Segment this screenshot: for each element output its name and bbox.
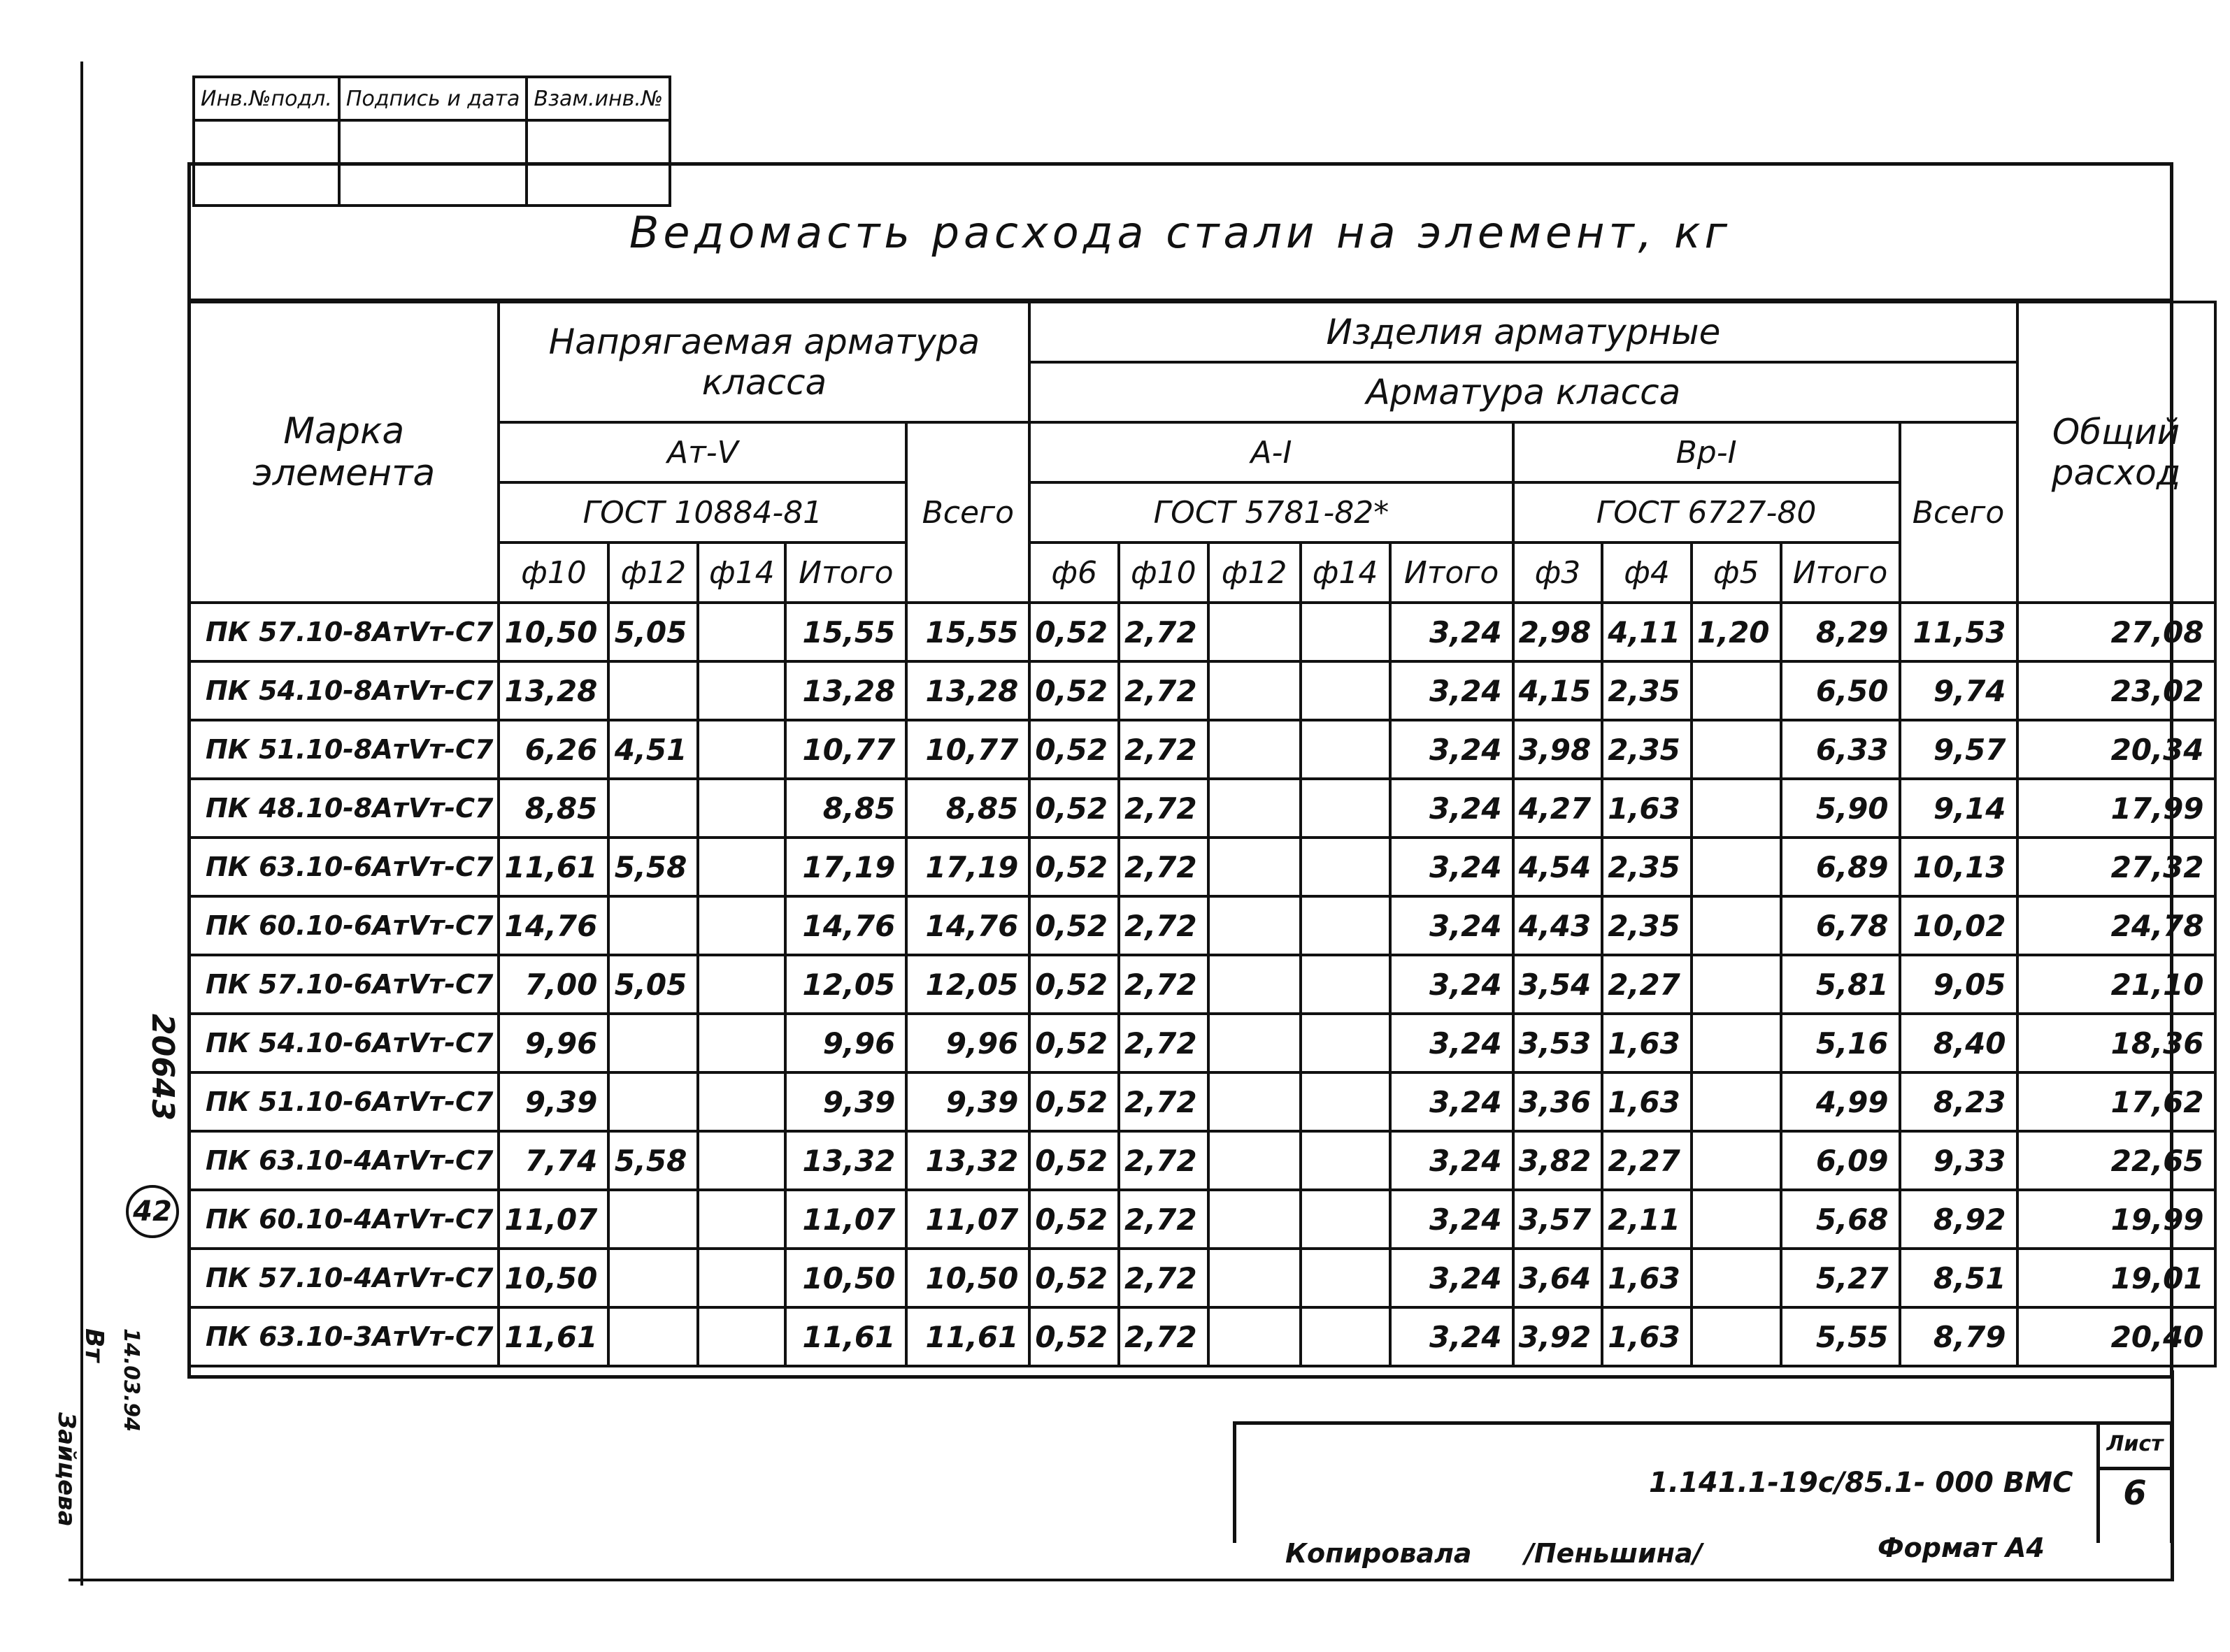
- cell-value: 19,01: [2017, 1249, 2215, 1307]
- cell-value: 9,57: [1900, 720, 2017, 779]
- cell-value: 1,63: [1602, 779, 1692, 838]
- cell-value: 6,50: [1781, 661, 1900, 720]
- header-d4: ф4: [1602, 543, 1692, 603]
- cell-value: [1301, 1072, 1390, 1131]
- header-prestressed: Напрягаемая арматура класса: [499, 302, 1029, 422]
- cell-value: 13,28: [499, 661, 608, 720]
- cell-value: 2,35: [1602, 896, 1692, 955]
- cell-value: [608, 896, 698, 955]
- cell-value: [698, 1014, 785, 1072]
- steel-consumption-table: [187, 301, 2217, 1367]
- cell-value: 8,85: [906, 779, 1029, 838]
- cell-value: 0,52: [1029, 1307, 1119, 1366]
- cell-value: 5,81: [1781, 955, 1900, 1014]
- header-vr1: Вр-Ⅰ: [1513, 422, 1900, 482]
- cell-value: [698, 1307, 785, 1366]
- cell-value: 13,28: [785, 661, 906, 720]
- cell-value: 8,51: [1900, 1249, 2017, 1307]
- cell-value: 6,89: [1781, 838, 1900, 896]
- sheet-label: Лист: [2100, 1425, 2170, 1470]
- cell-element-mark: ПК 60.10-4АтⅤт-С7: [189, 1190, 499, 1249]
- cell-value: [698, 720, 785, 779]
- header-itogo-1: Итого: [785, 543, 906, 603]
- cell-value: 5,05: [608, 603, 698, 661]
- cell-value: 20,40: [2017, 1307, 2215, 1366]
- cell-value: 8,85: [785, 779, 906, 838]
- cell-value: 9,96: [499, 1014, 608, 1072]
- cell-element-mark: ПК 60.10-6АтⅤт-С7: [189, 896, 499, 955]
- cell-value: 0,52: [1029, 1072, 1119, 1131]
- cell-element-mark: ПК 51.10-8АтⅤт-С7: [189, 720, 499, 779]
- cell-element-mark: ПК 54.10-6АтⅤт-С7: [189, 1014, 499, 1072]
- cell-value: [1301, 1190, 1390, 1249]
- cell-element-mark: ПК 51.10-6АтⅤт-С7: [189, 1072, 499, 1131]
- signature-mark: Вт: [80, 1328, 108, 1363]
- table-row: [189, 1014, 2215, 1072]
- cell-value: 8,79: [1900, 1307, 2017, 1366]
- cell-value: [1301, 838, 1390, 896]
- cell-value: 11,07: [499, 1190, 608, 1249]
- cell-value: 4,99: [1781, 1072, 1900, 1131]
- cell-value: 3,24: [1390, 1014, 1513, 1072]
- cell-value: 3,24: [1390, 1307, 1513, 1366]
- cell-value: 4,43: [1513, 896, 1603, 955]
- cell-value: 8,23: [1900, 1072, 2017, 1131]
- cell-value: 12,05: [906, 955, 1029, 1014]
- cell-value: 4,15: [1513, 661, 1603, 720]
- cell-value: 23,02: [2017, 661, 2215, 720]
- cell-value: 2,35: [1602, 838, 1692, 896]
- cell-value: 27,32: [2017, 838, 2215, 896]
- signature-name: Зайцева: [52, 1412, 80, 1527]
- title-block: [1233, 1421, 2173, 1543]
- cell-value: 8,29: [1781, 603, 1900, 661]
- header-gost-6727: ГОСТ 6727-80: [1513, 482, 1900, 543]
- cell-value: [1208, 779, 1301, 838]
- cell-value: 10,02: [1900, 896, 2017, 955]
- cell-value: [1301, 896, 1390, 955]
- table-row: [189, 1249, 2215, 1307]
- cell-value: [1692, 720, 1781, 779]
- cell-value: 3,24: [1390, 661, 1513, 720]
- cell-value: 0,52: [1029, 779, 1119, 838]
- cell-value: 11,61: [785, 1307, 906, 1366]
- cell-value: 1,63: [1602, 1249, 1692, 1307]
- cell-value: 3,57: [1513, 1190, 1603, 1249]
- cell-value: [1208, 1307, 1301, 1366]
- cell-value: 2,72: [1119, 1190, 1208, 1249]
- table-row: [189, 838, 2215, 896]
- cell-value: 2,35: [1602, 661, 1692, 720]
- cell-value: [698, 1190, 785, 1249]
- header-d12: ф12: [608, 543, 698, 603]
- cell-value: 17,62: [2017, 1072, 2215, 1131]
- table-row: [189, 1307, 2215, 1366]
- cell-value: 5,68: [1781, 1190, 1900, 1249]
- cell-value: [608, 1014, 698, 1072]
- cell-value: 0,52: [1029, 603, 1119, 661]
- stamp-replace-label: Взам.инв.№: [527, 77, 670, 120]
- cell-value: 10,50: [499, 603, 608, 661]
- cell-value: 0,52: [1029, 955, 1119, 1014]
- cell-value: [1301, 955, 1390, 1014]
- cell-value: [1208, 1131, 1301, 1190]
- cell-value: [1301, 1014, 1390, 1072]
- cell-element-mark: ПК 48.10-8АтⅤт-С7: [189, 779, 499, 838]
- sheet-box: [2096, 1425, 2170, 1543]
- cell-value: [1208, 896, 1301, 955]
- table-row: [189, 720, 2215, 779]
- cell-value: 5,55: [1781, 1307, 1900, 1366]
- margin-line-bottom: [69, 1579, 2173, 1581]
- cell-value: [1692, 896, 1781, 955]
- cell-value: 9,39: [785, 1072, 906, 1131]
- cell-value: 19,99: [2017, 1190, 2215, 1249]
- cell-value: 4,11: [1602, 603, 1692, 661]
- cell-value: 0,52: [1029, 1014, 1119, 1072]
- cell-value: 2,72: [1119, 1014, 1208, 1072]
- cell-value: 2,72: [1119, 896, 1208, 955]
- cell-value: 3,98: [1513, 720, 1603, 779]
- cell-value: 9,05: [1900, 955, 2017, 1014]
- cell-value: 0,52: [1029, 661, 1119, 720]
- cell-value: [1208, 838, 1301, 896]
- header-gost-5781: ГОСТ 5781-82*: [1029, 482, 1513, 543]
- cell-value: 3,24: [1390, 779, 1513, 838]
- cell-value: 8,40: [1900, 1014, 2017, 1072]
- sheet-number: 6: [2123, 1474, 2147, 1513]
- cell-value: [1301, 1131, 1390, 1190]
- cell-value: 5,27: [1781, 1249, 1900, 1307]
- cell-value: 18,36: [2017, 1014, 2215, 1072]
- table-row: [189, 779, 2215, 838]
- cell-value: 6,09: [1781, 1131, 1900, 1190]
- cell-value: 3,24: [1390, 896, 1513, 955]
- header-total-products: Всего: [1900, 422, 2017, 603]
- cell-value: 5,58: [608, 1131, 698, 1190]
- cell-value: 14,76: [785, 896, 906, 955]
- cell-value: 2,72: [1119, 1249, 1208, 1307]
- table-row: [189, 1190, 2215, 1249]
- cell-value: 3,53: [1513, 1014, 1603, 1072]
- cell-value: [608, 1307, 698, 1366]
- signature-date: 14.03.94: [119, 1328, 143, 1432]
- cell-value: 11,61: [499, 838, 608, 896]
- cell-value: [1301, 603, 1390, 661]
- cell-value: 3,36: [1513, 1072, 1603, 1131]
- cell-value: [1208, 955, 1301, 1014]
- cell-value: 4,27: [1513, 779, 1603, 838]
- cell-value: 0,52: [1029, 1190, 1119, 1249]
- cell-value: 1,63: [1602, 1072, 1692, 1131]
- cell-value: [698, 603, 785, 661]
- cell-value: [1692, 1249, 1781, 1307]
- cell-value: 7,74: [499, 1131, 608, 1190]
- header-products: Изделия арматурные: [1029, 302, 2017, 362]
- cell-value: 5,16: [1781, 1014, 1900, 1072]
- cell-value: 1,63: [1602, 1307, 1692, 1366]
- cell-value: 17,19: [906, 838, 1029, 896]
- cell-value: [1208, 1190, 1301, 1249]
- cell-value: 3,24: [1390, 955, 1513, 1014]
- cell-value: 9,74: [1900, 661, 2017, 720]
- header-d5: ф5: [1692, 543, 1781, 603]
- table-row: [189, 1072, 2215, 1131]
- cell-value: 3,24: [1390, 838, 1513, 896]
- cell-value: 24,78: [2017, 896, 2215, 955]
- cell-value: [1208, 720, 1301, 779]
- cell-value: 9,33: [1900, 1131, 2017, 1190]
- cell-value: [1692, 1131, 1781, 1190]
- cell-value: [698, 1072, 785, 1131]
- circled-number: 42: [126, 1185, 179, 1238]
- copied-by-label: Копировала: [1285, 1538, 1472, 1569]
- cell-value: 3,24: [1390, 1131, 1513, 1190]
- cell-element-mark: ПК 57.10-6АтⅤт-С7: [189, 955, 499, 1014]
- cell-value: 9,39: [906, 1072, 1029, 1131]
- cell-value: 4,54: [1513, 838, 1603, 896]
- cell-value: 27,08: [2017, 603, 2215, 661]
- header-at5: Ат-Ⅴ: [499, 422, 906, 482]
- cell-element-mark: ПК 63.10-6АтⅤт-С7: [189, 838, 499, 896]
- cell-value: 11,07: [785, 1190, 906, 1249]
- cell-value: 1,20: [1692, 603, 1781, 661]
- inventory-number: 20643: [145, 1014, 180, 1121]
- cell-value: [1692, 955, 1781, 1014]
- header-d14-a1: ф14: [1301, 543, 1390, 603]
- cell-value: 0,52: [1029, 838, 1119, 896]
- cell-value: 11,61: [906, 1307, 1029, 1366]
- cell-value: 2,72: [1119, 1131, 1208, 1190]
- cell-value: 8,92: [1900, 1190, 2017, 1249]
- table-row: [189, 955, 2215, 1014]
- header-a1: А-Ⅰ: [1029, 422, 1513, 482]
- header-gost-10884: ГОСТ 10884-81: [499, 482, 906, 543]
- cell-value: [1208, 1072, 1301, 1131]
- cell-value: 2,72: [1119, 661, 1208, 720]
- cell-value: 0,52: [1029, 896, 1119, 955]
- cell-value: [698, 779, 785, 838]
- cell-value: 2,72: [1119, 1307, 1208, 1366]
- header-d14: ф14: [698, 543, 785, 603]
- table-row: [189, 603, 2215, 661]
- cell-value: [698, 896, 785, 955]
- cell-value: 10,50: [785, 1249, 906, 1307]
- table-body: [189, 603, 2215, 1366]
- page-title: Ведомасть расхода стали на элемент, кг: [191, 166, 2170, 302]
- cell-value: 3,82: [1513, 1131, 1603, 1190]
- stamp-signature-label: Подпись и дата: [339, 77, 527, 120]
- cell-value: 0,52: [1029, 720, 1119, 779]
- header-itogo-2: Итого: [1390, 543, 1513, 603]
- cell-value: 6,78: [1781, 896, 1900, 955]
- cell-value: 5,05: [608, 955, 698, 1014]
- cell-value: 9,96: [906, 1014, 1029, 1072]
- cell-value: 6,26: [499, 720, 608, 779]
- cell-value: 10,50: [499, 1249, 608, 1307]
- header-d10: ф10: [499, 543, 608, 603]
- cell-value: [1692, 1190, 1781, 1249]
- cell-value: 3,64: [1513, 1249, 1603, 1307]
- cell-value: 0,52: [1029, 1249, 1119, 1307]
- cell-element-mark: ПК 63.10-4АтⅤт-С7: [189, 1131, 499, 1190]
- cell-value: [698, 1131, 785, 1190]
- cell-value: 2,27: [1602, 1131, 1692, 1190]
- cell-value: 1,63: [1602, 1014, 1692, 1072]
- cell-value: 9,39: [499, 1072, 608, 1131]
- cell-value: [698, 838, 785, 896]
- cell-value: [1692, 838, 1781, 896]
- header-mark: Марка элемента: [189, 302, 499, 603]
- cell-value: [1301, 779, 1390, 838]
- header-d6: ф6: [1029, 543, 1119, 603]
- cell-value: [1301, 1307, 1390, 1366]
- document-code: 1.141.1-19с/85.1- 000 ВМС: [1649, 1467, 2073, 1499]
- cell-value: 4,51: [608, 720, 698, 779]
- cell-value: [608, 1072, 698, 1131]
- cell-value: 12,05: [785, 955, 906, 1014]
- cell-value: 3,24: [1390, 1190, 1513, 1249]
- table-row: [189, 1131, 2215, 1190]
- cell-value: [698, 1249, 785, 1307]
- cell-value: 3,24: [1390, 1072, 1513, 1131]
- cell-value: [1692, 1014, 1781, 1072]
- cell-value: 10,77: [906, 720, 1029, 779]
- cell-element-mark: ПК 54.10-8АтⅤт-С7: [189, 661, 499, 720]
- copied-by-name: /Пеньшина/: [1524, 1538, 1703, 1569]
- cell-value: [1301, 661, 1390, 720]
- cell-value: 17,99: [2017, 779, 2215, 838]
- cell-value: 11,53: [1900, 603, 2017, 661]
- table-row: [189, 661, 2215, 720]
- cell-value: 3,24: [1390, 720, 1513, 779]
- cell-value: [608, 779, 698, 838]
- cell-value: [1301, 1249, 1390, 1307]
- cell-value: 17,19: [785, 838, 906, 896]
- header-d10-a1: ф10: [1119, 543, 1208, 603]
- cell-value: [1692, 1072, 1781, 1131]
- cell-value: [1692, 1307, 1781, 1366]
- cell-value: 3,92: [1513, 1307, 1603, 1366]
- cell-value: [1692, 779, 1781, 838]
- cell-value: 2,35: [1602, 720, 1692, 779]
- cell-value: 3,54: [1513, 955, 1603, 1014]
- cell-value: 2,72: [1119, 838, 1208, 896]
- cell-value: [1692, 661, 1781, 720]
- header-d12-a1: ф12: [1208, 543, 1301, 603]
- cell-value: 21,10: [2017, 955, 2215, 1014]
- cell-value: 7,00: [499, 955, 608, 1014]
- cell-value: 3,24: [1390, 603, 1513, 661]
- cell-element-mark: ПК 57.10-4АтⅤт-С7: [189, 1249, 499, 1307]
- cell-value: 15,55: [906, 603, 1029, 661]
- cell-element-mark: ПК 57.10-8АтⅤт-С7: [189, 603, 499, 661]
- cell-value: 9,14: [1900, 779, 2017, 838]
- cell-value: [1208, 661, 1301, 720]
- cell-value: 14,76: [499, 896, 608, 955]
- cell-value: 10,50: [906, 1249, 1029, 1307]
- header-rebar-class: Арматура класса: [1029, 362, 2017, 422]
- cell-value: 14,76: [906, 896, 1029, 955]
- cell-value: 10,77: [785, 720, 906, 779]
- cell-element-mark: ПК 63.10-3АтⅤт-С7: [189, 1307, 499, 1366]
- cell-value: [1208, 1014, 1301, 1072]
- cell-value: 2,27: [1602, 955, 1692, 1014]
- cell-value: 6,33: [1781, 720, 1900, 779]
- cell-value: 11,07: [906, 1190, 1029, 1249]
- cell-value: [608, 1249, 698, 1307]
- cell-value: [1301, 720, 1390, 779]
- header-total-rate: Общий расход: [2017, 302, 2215, 603]
- cell-value: 3,24: [1390, 1249, 1513, 1307]
- cell-value: [608, 661, 698, 720]
- cell-value: 0,52: [1029, 1131, 1119, 1190]
- header-d3: ф3: [1513, 543, 1603, 603]
- cell-value: 5,90: [1781, 779, 1900, 838]
- cell-value: 22,65: [2017, 1131, 2215, 1190]
- cell-value: 2,98: [1513, 603, 1603, 661]
- cell-value: 2,72: [1119, 603, 1208, 661]
- cell-value: 2,72: [1119, 720, 1208, 779]
- paper-format: Формат А4: [1878, 1532, 2045, 1563]
- cell-value: 13,28: [906, 661, 1029, 720]
- cell-value: 11,61: [499, 1307, 608, 1366]
- cell-value: [608, 1190, 698, 1249]
- table-row: [189, 896, 2215, 955]
- cell-value: [1208, 603, 1301, 661]
- cell-value: 15,55: [785, 603, 906, 661]
- cell-value: 2,72: [1119, 1072, 1208, 1131]
- cell-value: [698, 661, 785, 720]
- cell-value: [1208, 1249, 1301, 1307]
- stamp-inventory-label: Инв.№подл.: [194, 77, 339, 120]
- cell-value: 13,32: [785, 1131, 906, 1190]
- header-itogo-3: Итого: [1781, 543, 1900, 603]
- cell-value: 2,72: [1119, 779, 1208, 838]
- cell-value: 20,34: [2017, 720, 2215, 779]
- cell-value: 2,72: [1119, 955, 1208, 1014]
- cell-value: [698, 955, 785, 1014]
- cell-value: 9,96: [785, 1014, 906, 1072]
- cell-value: 2,11: [1602, 1190, 1692, 1249]
- header-total-prestressed: Всего: [906, 422, 1029, 603]
- cell-value: 13,32: [906, 1131, 1029, 1190]
- cell-value: 8,85: [499, 779, 608, 838]
- cell-value: 5,58: [608, 838, 698, 896]
- cell-value: 10,13: [1900, 838, 2017, 896]
